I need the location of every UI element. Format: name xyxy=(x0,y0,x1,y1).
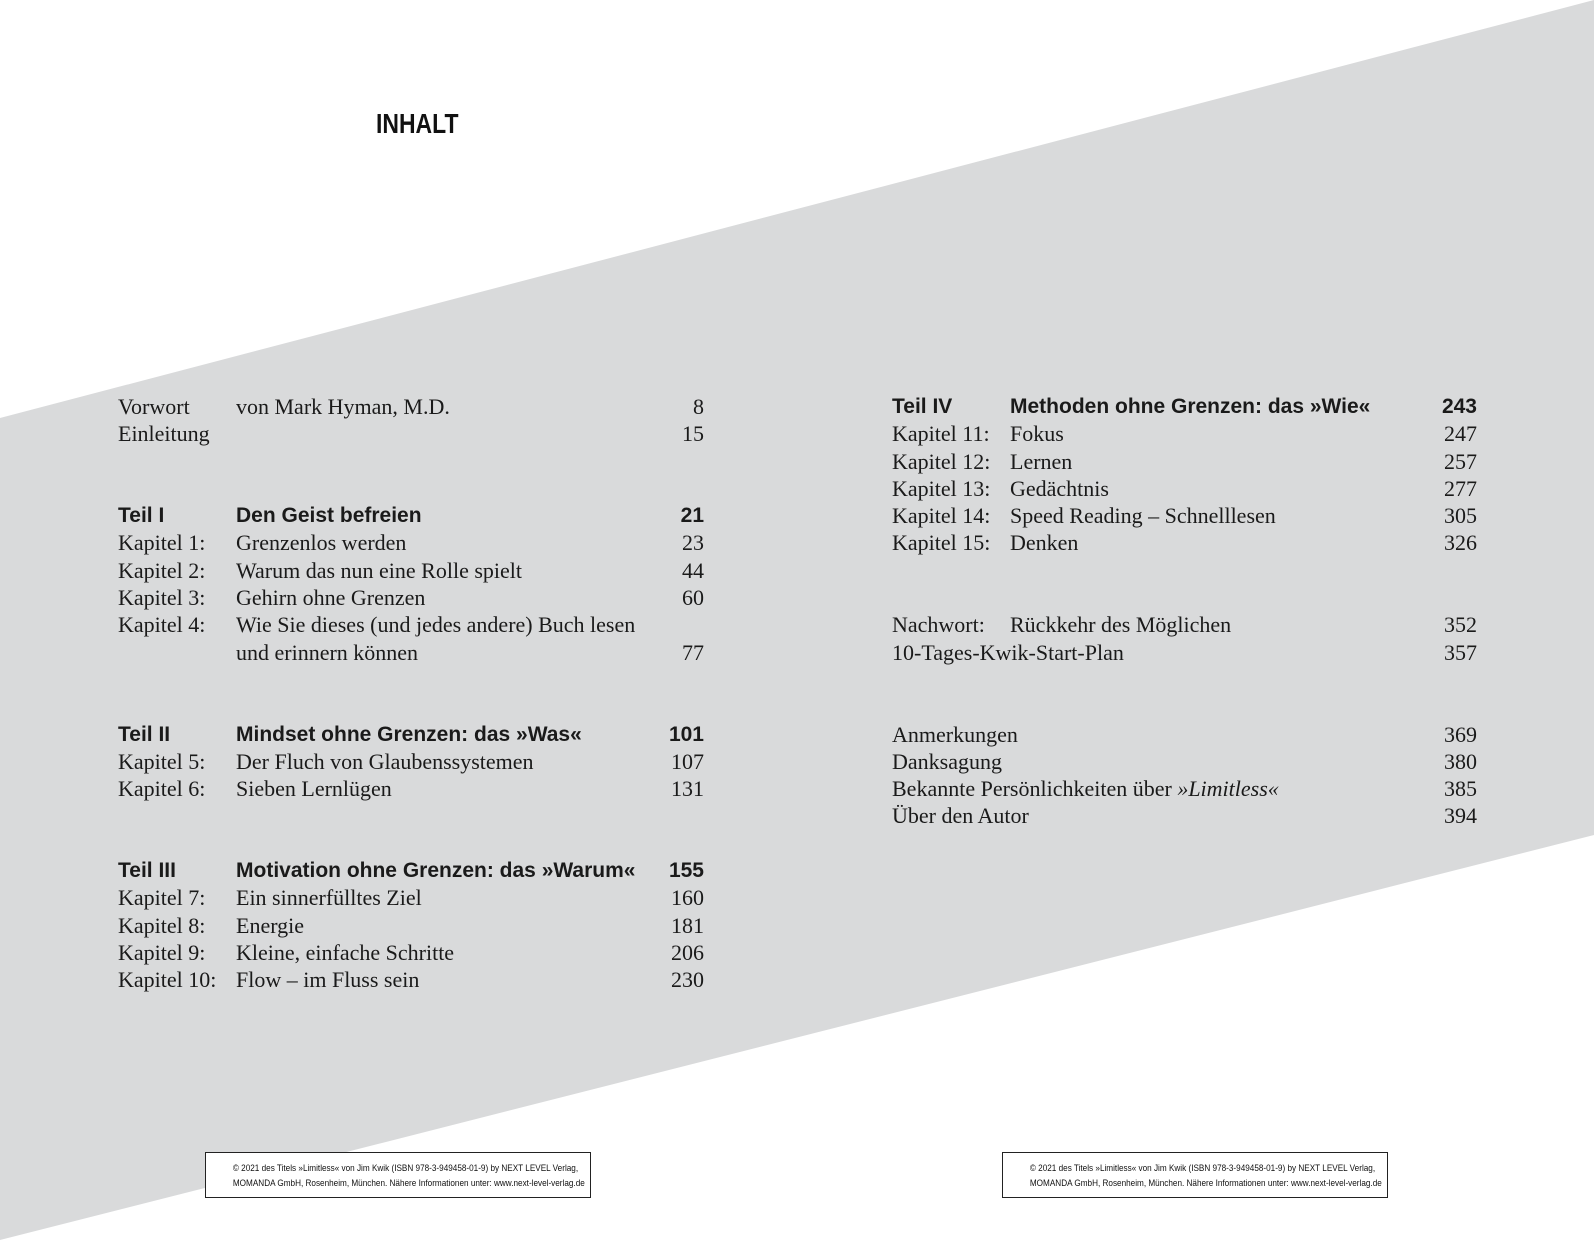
chapter-title: Gehirn ohne Grenzen xyxy=(236,585,426,611)
toc-entry-bekannte-persoenlichkeiten xyxy=(892,775,1477,802)
toc-chapter-14 xyxy=(892,502,1477,529)
toc-left-column xyxy=(118,393,704,994)
toc-entry-vorwort xyxy=(118,393,704,420)
entry-title: Rückkehr des Möglichen xyxy=(1010,612,1232,638)
chapter-label: Kapitel 7: xyxy=(118,885,206,911)
toc-chapter-8 xyxy=(118,912,704,939)
toc-chapter-3 xyxy=(118,584,704,611)
chapter-page: 60 xyxy=(682,585,704,611)
toc-chapter-6 xyxy=(118,775,704,802)
toc-chapter-5 xyxy=(118,748,704,775)
part-label: Teil III xyxy=(118,859,176,883)
part-page: 243 xyxy=(1441,395,1477,418)
copyright-line-1: © 2021 des Titels »Limitless« von Jim Kwik (ISBN 978-3-949458-01-9) by NEXT LEVEL Verlag, xyxy=(232,1163,579,1174)
chapter-page: 206 xyxy=(671,939,704,965)
chapter-label: Kapitel 6: xyxy=(118,776,206,802)
entry-page: 380 xyxy=(1444,748,1477,774)
chapter-label: Kapitel 10: xyxy=(118,967,217,993)
part-title: Methoden ohne Grenzen: das »Wie« xyxy=(1010,395,1371,418)
chapter-title: Grenzenlos werden xyxy=(236,530,407,556)
toc-chapter-12 xyxy=(892,448,1477,475)
part-label: Teil IV xyxy=(892,395,953,418)
toc-chapter-4 xyxy=(118,611,704,666)
chapter-label: Kapitel 9: xyxy=(118,939,206,965)
part-page: 101 xyxy=(668,722,704,746)
copyright-notice-left xyxy=(205,1152,591,1198)
chapter-page: 131 xyxy=(671,776,704,802)
chapter-label: Kapitel 1: xyxy=(118,530,206,556)
toc-right-column xyxy=(892,393,1477,830)
entry-page: 8 xyxy=(693,394,704,419)
entry-label xyxy=(892,775,1279,802)
toc-chapter-2 xyxy=(118,557,704,584)
chapter-title: Fokus xyxy=(1010,421,1064,447)
copyright-line-2: MOMANDA GmbH, Rosenheim, München. Nähere Informationen unter: www.next-level-verlag.de xyxy=(232,1178,585,1189)
chapter-page: 230 xyxy=(671,967,704,993)
chapter-title-line-2: und erinnern können xyxy=(236,639,419,665)
chapter-page: 305 xyxy=(1444,503,1477,529)
toc-entry-anmerkungen xyxy=(892,721,1477,748)
toc-part-4 xyxy=(892,393,1477,420)
chapter-label: Kapitel 4: xyxy=(118,612,206,638)
chapter-title: Gedächtnis xyxy=(1010,475,1109,501)
entry-title: von Mark Hyman, M.D. xyxy=(236,394,450,419)
entry-page: 369 xyxy=(1444,721,1477,747)
chapter-title: Flow – im Fluss sein xyxy=(236,967,420,993)
chapter-title: Kleine, einfache Schritte xyxy=(236,939,455,965)
toc-chapter-15 xyxy=(892,529,1477,556)
chapter-title: Denken xyxy=(1010,530,1079,556)
entry-label: Nachwort: xyxy=(892,612,985,638)
chapter-title: Der Fluch von Glaubenssystemen xyxy=(236,748,534,774)
chapter-label: Kapitel 8: xyxy=(118,912,206,938)
chapter-page: 160 xyxy=(671,885,704,911)
chapter-label: Kapitel 5: xyxy=(118,748,206,774)
entry-label: Einleitung xyxy=(118,421,210,447)
chapter-page: 257 xyxy=(1444,448,1477,474)
copyright-line-2: MOMANDA GmbH, Rosenheim, München. Nähere Informationen unter: www.next-level-verlag.de xyxy=(1029,1178,1382,1189)
chapter-label: Kapitel 2: xyxy=(118,557,206,583)
toc-entry-kwik-start-plan xyxy=(892,639,1477,666)
toc-chapter-1 xyxy=(118,529,704,556)
toc-chapter-11 xyxy=(892,420,1477,447)
toc-chapter-10 xyxy=(118,966,704,993)
entry-label: Anmerkungen xyxy=(892,721,1018,747)
chapter-title: Sieben Lernlügen xyxy=(236,776,392,802)
chapter-title: Lernen xyxy=(1010,448,1073,474)
entry-label: Vorwort xyxy=(118,394,190,419)
chapter-label: Kapitel 12: xyxy=(892,448,991,474)
part-title: Den Geist befreien xyxy=(236,504,422,528)
copyright-line-1: © 2021 des Titels »Limitless« von Jim Kwik (ISBN 978-3-949458-01-9) by NEXT LEVEL Verlag, xyxy=(1029,1163,1376,1174)
entry-label: 10-Tages-Kwik-Start-Plan xyxy=(892,639,1124,665)
part-title: Motivation ohne Grenzen: das »Warum« xyxy=(236,859,636,883)
toc-part-2 xyxy=(118,721,704,748)
chapter-title-line-1: Wie Sie dieses (und jedes andere) Buch lesen xyxy=(236,612,636,638)
copyright-notice-right xyxy=(1002,1152,1388,1198)
toc-entry-ueber-den-autor xyxy=(892,802,1477,829)
part-label: Teil II xyxy=(118,722,171,746)
entry-page: 394 xyxy=(1444,803,1477,829)
chapter-page: 77 xyxy=(682,639,704,665)
entry-page: 357 xyxy=(1444,639,1477,665)
toc-chapter-13 xyxy=(892,475,1477,502)
chapter-label: Kapitel 15: xyxy=(892,530,991,556)
chapter-page: 107 xyxy=(671,748,704,774)
toc-chapter-9 xyxy=(118,939,704,966)
chapter-title: Energie xyxy=(236,912,305,938)
chapter-page: 181 xyxy=(671,912,704,938)
chapter-page: 247 xyxy=(1444,421,1477,447)
chapter-page: 326 xyxy=(1444,530,1477,556)
entry-page: 352 xyxy=(1444,612,1477,638)
chapter-title: Warum das nun eine Rolle spielt xyxy=(236,557,522,583)
toc-entry-danksagung xyxy=(892,748,1477,775)
chapter-title: Speed Reading – Schnelllesen xyxy=(1010,503,1276,529)
toc-entry-einleitung xyxy=(118,420,704,447)
part-page: 155 xyxy=(668,859,704,883)
entry-label-prefix: Bekannte Persönlichkeiten über xyxy=(892,776,1178,802)
part-title: Mindset ohne Grenzen: das »Was« xyxy=(236,722,582,746)
part-label: Teil I xyxy=(118,504,165,528)
entry-page: 385 xyxy=(1444,776,1477,802)
chapter-label: Kapitel 13: xyxy=(892,475,991,501)
part-page: 21 xyxy=(680,504,704,528)
chapter-page: 44 xyxy=(682,557,704,583)
page-title: INHALT xyxy=(376,108,459,139)
toc-part-3 xyxy=(118,857,704,884)
toc-chapter-7 xyxy=(118,884,704,911)
entry-label: Über den Autor xyxy=(892,803,1029,829)
entry-label-book-title: »Limitless« xyxy=(1177,776,1279,802)
chapter-label: Kapitel 3: xyxy=(118,585,206,611)
chapter-title: Ein sinnerfülltes Ziel xyxy=(236,885,422,911)
chapter-label: Kapitel 14: xyxy=(892,503,991,529)
toc-part-1 xyxy=(118,502,704,529)
chapter-title xyxy=(236,611,646,666)
entry-label: Danksagung xyxy=(892,748,1002,774)
chapter-page: 23 xyxy=(682,530,704,556)
toc-entry-nachwort xyxy=(892,611,1477,638)
chapter-page: 277 xyxy=(1444,475,1477,501)
entry-page: 15 xyxy=(682,421,704,447)
chapter-label: Kapitel 11: xyxy=(892,421,990,447)
